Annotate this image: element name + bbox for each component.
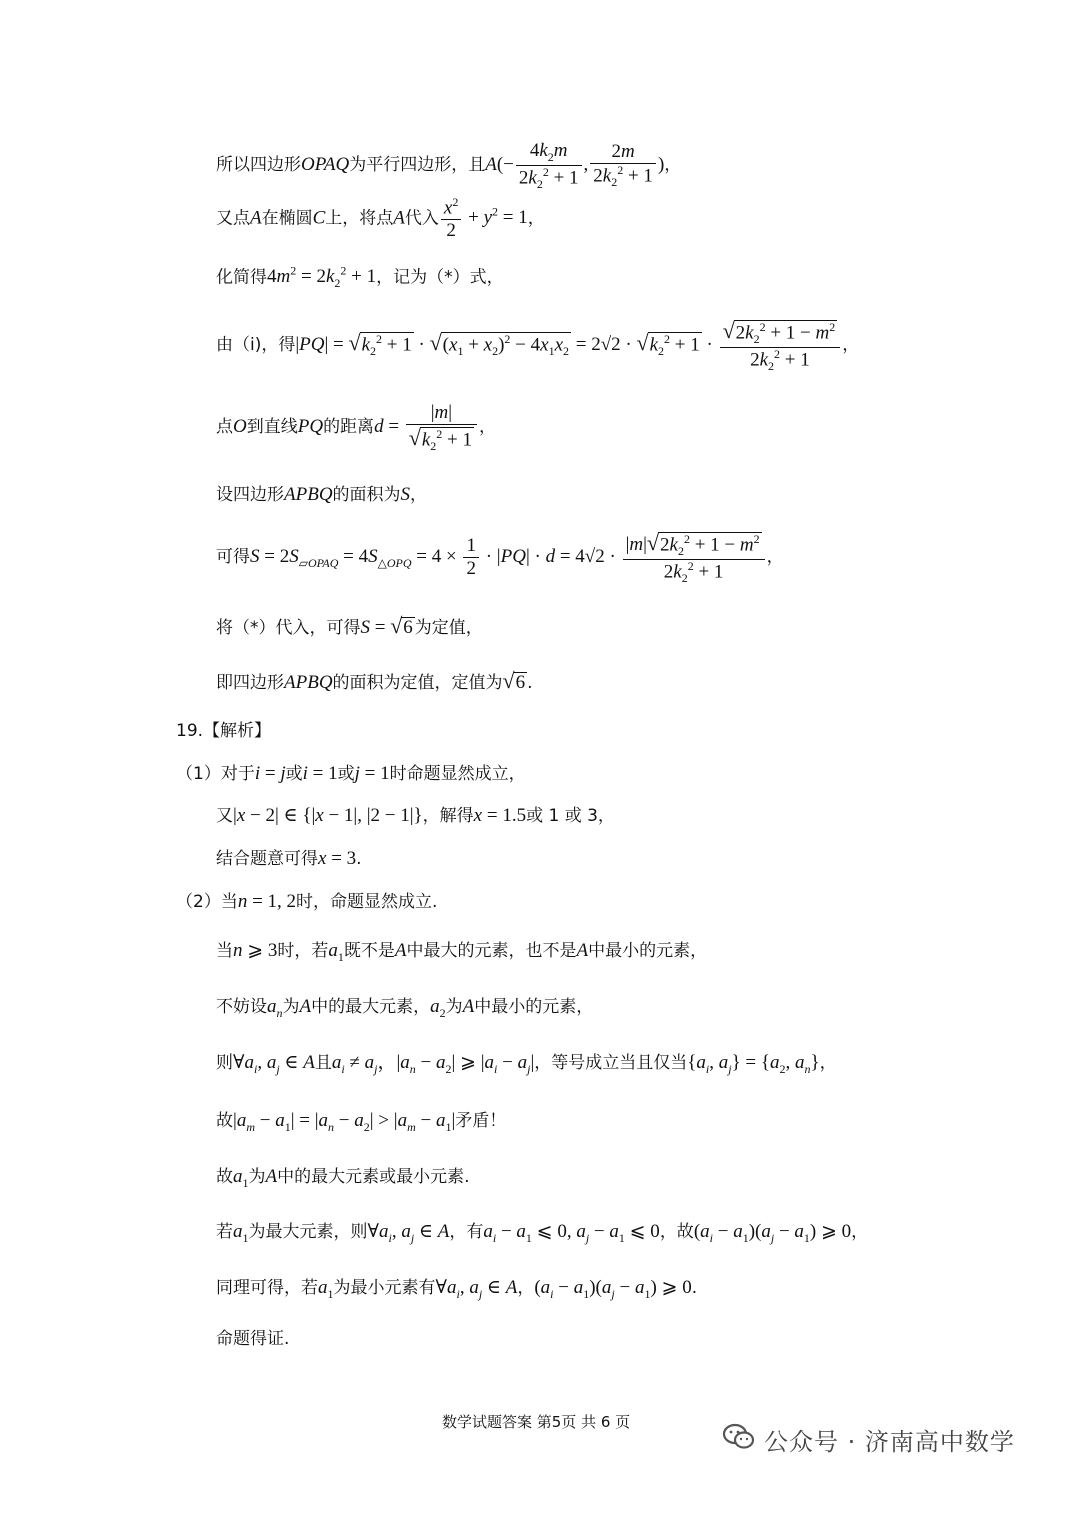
math-expr: $\forall a_i$, $a_j$ ∈ A — [233, 1052, 315, 1076]
solution-line — [216, 849, 362, 868]
math-expr: n ⩾ 3 — [233, 940, 278, 961]
text: 可得 — [216, 547, 250, 568]
text: . — [691, 1278, 698, 1298]
math-expr: $a_1$ — [328, 940, 344, 964]
page-footer: 数学试题答案 第5页 共 6 页 — [442, 1413, 631, 1431]
math-expr: $a_n$ — [267, 996, 283, 1020]
solution-line — [216, 997, 593, 1019]
text: ， — [851, 1222, 869, 1242]
text: ，有 — [449, 1222, 484, 1242]
text: ， — [527, 208, 545, 229]
fraction: $\frac{4k_2m}{2k_2^2 + 1}$ — [516, 140, 582, 192]
text: 既不是 — [343, 941, 395, 961]
math-expr: i = j — [254, 763, 286, 784]
math-expr: $\frac{x^2}{2}$ + $y^2 = 1$ — [439, 207, 528, 228]
math-var: A — [462, 996, 475, 1017]
solution-line — [216, 806, 615, 825]
text: 的面积为定值，定值为 — [332, 673, 503, 693]
text: 或 1 或 3， — [526, 806, 615, 826]
math-var: APBQ — [284, 484, 333, 505]
text: . — [527, 673, 533, 693]
math-expr: $a_i - a_1$ ⩽ 0, $a_j - a_1$ ⩽ 0 — [483, 1221, 660, 1245]
text: 故 — [216, 1111, 233, 1131]
text: ， — [664, 155, 682, 176]
text: 当 — [216, 941, 233, 961]
solution-line — [176, 764, 526, 783]
text: 时，若 — [277, 941, 329, 961]
math-var: A — [265, 1166, 278, 1187]
text: 将（*）代入，可得 — [216, 618, 361, 638]
text: 点 — [216, 417, 233, 438]
solution-line — [216, 530, 784, 586]
solution-line — [216, 140, 681, 192]
text: ，故 — [659, 1222, 694, 1242]
math-var: S — [400, 484, 411, 505]
text: 为平行四边形，且 — [349, 155, 486, 176]
math-expr: $\forall a_i$, $a_j$ ∈ A — [367, 1221, 450, 1245]
text: 中的最大元素， — [311, 997, 431, 1017]
text: 化简得 — [216, 267, 267, 288]
text: 矛盾！ — [455, 1111, 507, 1131]
fraction: $\frac{2m}{2k_2^2 + 1}$ — [590, 141, 656, 190]
text: 不妨设 — [216, 997, 267, 1017]
text: 为 — [282, 997, 300, 1017]
math-expr: $\forall a_i$, $a_j$ ∈ A — [435, 1277, 518, 1301]
math-var: A — [576, 940, 589, 961]
solution-line — [216, 318, 859, 374]
math-expr: $a_2$ — [430, 996, 446, 1020]
math-expr: $|PQ| = √k_2^2 + 1 \cdot √(x_1 + x_2)^2 - 4x_1x_2 = 2√2 \cdot √k_2^2 + 1$ · $\frac{√2k_2^2 + 1 - m^2}{2k_2^2 + 1}$ — [295, 334, 842, 355]
math-var: A — [299, 996, 312, 1017]
text: ， — [819, 1053, 837, 1073]
solution-line — [216, 615, 483, 637]
text: 故 — [216, 1167, 233, 1187]
solution-line — [216, 1222, 868, 1244]
text: 为定值， — [414, 618, 483, 638]
math-expr: $(a_i - a_1)(a_j - a_1)$ ⩾ 0 — [534, 1277, 692, 1301]
watermark-text: 公众号 · 济南高中数学 — [764, 1428, 1015, 1456]
math-expr: $a_1$ — [318, 1277, 334, 1301]
math-expr: $|a_m - a_1| = |a_n - a_2| > |a_m - a_1|$ — [233, 1110, 456, 1134]
math-var: A — [393, 207, 405, 229]
text: 上，将点 — [325, 208, 394, 229]
text: ， — [842, 335, 860, 356]
text: 中最大的元素，也不是 — [406, 941, 577, 961]
solution-line — [216, 670, 533, 692]
math-expr: x = 1.5 — [473, 805, 527, 826]
text: 到直线 — [246, 417, 298, 438]
text: ， — [517, 1278, 535, 1298]
solution-line — [216, 1278, 697, 1300]
text: 为 — [445, 997, 463, 1017]
text: 时命题显然成立， — [389, 764, 526, 784]
text: 若 — [216, 1222, 233, 1242]
text: 由（i)，得 — [216, 335, 296, 356]
solution-line — [216, 265, 504, 289]
solution-line — [216, 485, 427, 504]
math-var: A — [485, 154, 497, 176]
math-expr: j = 1 — [354, 763, 390, 784]
solution-line — [216, 402, 496, 453]
math-expr: $a_i \ne a_j$，$|a_n - a_2|$ ⩾ $|a_i - a_j|$ — [331, 1052, 535, 1076]
text: ， — [410, 485, 428, 505]
text: 即四边形 — [216, 673, 284, 693]
solution-line — [216, 196, 545, 242]
math-expr: $a_1$ — [233, 1166, 249, 1190]
math-expr: $(a_i - a_1)(a_j - a_1)$ ⩾ 0 — [693, 1221, 852, 1245]
text: 设四边形 — [216, 485, 284, 505]
text: 在椭圆 — [261, 208, 313, 229]
math-var: A — [250, 207, 262, 229]
text: 所以四边形 — [216, 155, 301, 176]
math-expr: i = 1 — [302, 763, 338, 784]
text: 为 — [248, 1167, 266, 1187]
text: 的面积为 — [332, 485, 401, 505]
math-expr: $4m^2 = 2k_2^2 + 1$ — [267, 264, 377, 291]
math-expr: S = √6 — [360, 613, 413, 638]
text: 或 — [337, 764, 355, 784]
question-heading: 19.【解析】 — [176, 721, 272, 741]
text: 为最大元素，则 — [248, 1222, 368, 1242]
text: ， — [766, 547, 784, 568]
math-var: A — [394, 940, 407, 961]
math-expr: |x − 2| ∈ {|x − 1|, |2 − 1|} — [233, 805, 423, 826]
math-var: OPAQ — [301, 154, 350, 176]
text: 中的最大元素或最小元素. — [277, 1167, 470, 1187]
math-expr: √6 — [502, 668, 526, 693]
math-expr: n = 1, 2 — [237, 891, 297, 912]
text: 结合题意可得 — [216, 849, 318, 869]
solution-line — [216, 941, 707, 963]
math-expr: $a_1$ — [233, 1221, 249, 1245]
solution-line — [216, 1111, 506, 1133]
solution-line — [216, 1167, 470, 1189]
text: （1）对于 — [176, 764, 255, 784]
text: ， — [479, 417, 497, 438]
text: 又点 — [216, 208, 250, 229]
solution-line — [216, 1053, 837, 1075]
text: 或 — [285, 764, 303, 784]
watermark — [722, 1422, 1015, 1457]
text: 为最小元素有 — [333, 1278, 436, 1298]
math-expr: $S = 2S_{▱OPAQ} = 4S_{\triangle OPQ} = 4$ × $\frac{1}{2}$ · |PQ| · d = 4√2 · $\frac{|m|√2k_2^2 + 1 - m^2}{2k_2^2 + 1}$ — [250, 546, 767, 567]
text: 且 — [314, 1053, 332, 1073]
math-expr: A(− $\frac{4k_2m}{2k_2^2 + 1}$ , $\frac{2m}{2k_2^2 + 1}$ ) — [485, 140, 665, 191]
text: . — [356, 849, 362, 869]
text: 则 — [216, 1053, 233, 1073]
math-expr: d = $\frac{|m|}{√k_2^2 + 1}$ — [374, 416, 479, 437]
math-var: PQ — [297, 416, 324, 438]
text: 同理可得，若 — [216, 1278, 318, 1298]
text: ，解得 — [422, 806, 474, 826]
text: 代入 — [404, 208, 439, 229]
math-expr: {$a_i$, $a_j\} = \{a_2$, $a_n$} — [687, 1052, 820, 1076]
wechat-icon — [722, 1422, 756, 1457]
math-expr: x = 3 — [318, 848, 357, 869]
text: 的距离 — [323, 417, 375, 438]
math-var: O — [233, 416, 247, 438]
text: ，记为（*）式， — [376, 267, 504, 288]
math-var: APBQ — [284, 672, 333, 693]
solution-line — [176, 892, 437, 911]
text: 中最小的元素， — [474, 997, 594, 1017]
text: 又 — [216, 806, 233, 826]
text: 中最小的元素， — [588, 941, 708, 961]
text: （2）当 — [176, 892, 238, 912]
text: 时，命题显然成立. — [296, 892, 438, 912]
math-var: C — [312, 207, 326, 229]
solution-line: 命题得证. — [216, 1329, 290, 1349]
text: ，等号成立当且仅当 — [534, 1053, 688, 1073]
